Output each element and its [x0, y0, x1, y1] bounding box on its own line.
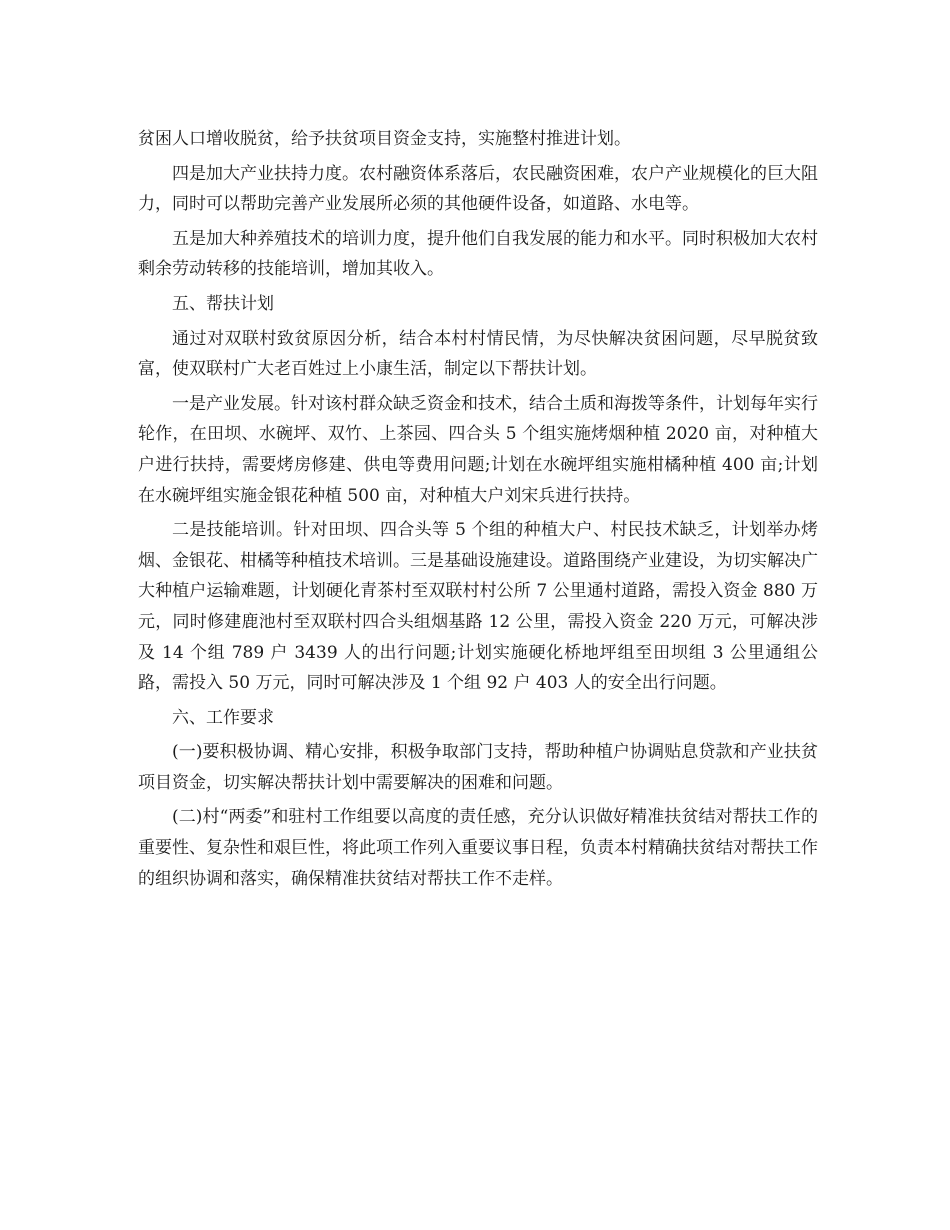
paragraph-point-five: 五是加大种养殖技术的培训力度，提升他们自我发展的能力和水平。同时积极加大农村剩余劳动转移的技能培训，增加其收入。	[138, 228, 818, 280]
paragraph-skills-training: 二是技能培训。针对田坝、四合头等 5 个组的种植大户、村民技术缺乏，计划举办烤烟、金银花、柑橘等种植技术培训。三是基础设施建设。道路围绕产业建设，为切实解决广大种植户运输难题，计划硬化青茶村至双联村村公所 7 公里通村道路，需投入资金 880 万元，同时修建鹿池村至双联村四合头组烟基路 12 公里，需投入资金 220 万元，可解决涉及 14 个组 789 户 3439 人的出行问题;计划实施硬化桥地坪组至田坝组 3 公里通组公路，需投入 50 万元，同时可解决涉及 1 个组 92 户 403 人的安全出行问题。	[138, 520, 818, 694]
section-heading-assistance-plan: 五、帮扶计划	[172, 293, 274, 314]
paragraph-plan-intro: 通过对双联村致贫原因分析，结合本村村情民情，为尽快解决贫困问题，尽早脱贫致富，使双联村广大老百姓过上小康生活，制定以下帮扶计划。	[138, 328, 818, 380]
document-body	[138, 124, 818, 898]
paragraph-requirement-two: (二)村“两委”和驻村工作组要以高度的责任感，充分认识做好精准扶贫结对帮扶工作的重要性、复杂性和艰巨性，将此项工作列入重要议事日程，负责本村精确扶贫结对帮扶工作的组织协调和落实，确保精准扶贫结对帮扶工作不走样。	[138, 807, 818, 889]
paragraph-requirement-one: (一)要积极协调、精心安排，积极争取部门支持，帮助种植户协调贴息贷款和产业扶贫项目资金，切实解决帮扶计划中需要解决的困难和问题。	[138, 742, 818, 793]
paragraph-industry-development: 一是产业发展。针对该村群众缺乏资金和技术，结合土质和海拨等条件，计划每年实行轮作，在田坝、水碗坪、双竹、上茶园、四合头 5 个组实施烤烟种植 2020 亩，对种植大户进行扶持，需要烤房修建、供电等费用问题;计划在水碗坪组实施柑橘种植 400 亩;计划在水碗坪组实施金银花种植 500 亩，对种植大户刘宋兵进行扶持。	[138, 393, 818, 506]
paragraph-intro-continuation: 贫困人口增收脱贫，给予扶贫项目资金支持，实施整村推进计划。	[138, 129, 631, 149]
paragraph-point-four: 四是加大产业扶持力度。农村融资体系落后，农民融资困难，农户产业规模化的巨大阻力，同时可以帮助完善产业发展所必须的其他硬件设备，如道路、水电等。	[138, 163, 818, 215]
section-heading-work-requirements: 六、工作要求	[172, 707, 274, 728]
